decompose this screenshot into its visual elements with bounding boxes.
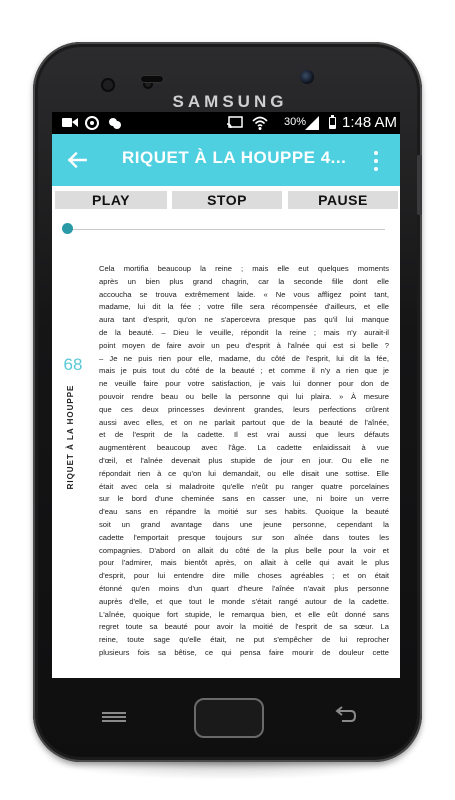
playback-controls (52, 191, 400, 209)
battery-percent: 30% (284, 116, 307, 128)
text-line: étonné qu'en moins d'un quart d'heure l'aînée n'avait plus personne (99, 583, 389, 593)
status-bar (52, 112, 400, 134)
app-toolbar (52, 134, 400, 186)
text-line: soit un grand avantage dans une jeune personne, cependant la (99, 519, 389, 529)
wifi-icon (252, 115, 268, 131)
proximity-sensor (101, 78, 115, 92)
text-line: répondait rien à ce qu'on lui demandait, ou elle disait une sottise. Elle (99, 468, 389, 478)
text-line: sur le bord d'une cheminée sans en casser une, ni boire un verre (99, 494, 389, 504)
text-line: d'esprit, pour lui entendre dire mille choses agréables ; et on était (99, 571, 389, 581)
video-camera-icon (62, 117, 78, 128)
text-line: mais je puis tout du côté de la beauté ; et comme il n'y a rien que je (99, 366, 389, 376)
text-line: – Je ne puis rien pour elle, madame, du côté de l'esprit, lui dit la fée, (99, 353, 389, 363)
signal-icon (305, 116, 319, 130)
clock: 1:48 AM (342, 114, 398, 131)
overflow-menu-icon[interactable] (370, 149, 382, 173)
text-line: et de l'esprit de la cadette. Il est vrai aussi que leurs défauts (99, 430, 389, 440)
text-line: augmentèrent beaucoup avec l'âge. La cadette enlaidissait à vue (99, 443, 389, 453)
text-line: madame, lui dit la fée ; votre fille sera récompensée d'ailleurs, et elle (99, 302, 389, 312)
home-button[interactable] (194, 698, 264, 738)
text-line: d'eau sans en répandre la moitié sur ses habits. Quoique la beauté (99, 507, 389, 517)
menu-key-icon[interactable] (102, 710, 126, 726)
text-line: plusieurs fois sa bêtise, ce qui pensa faire mourir de douleur cette (99, 647, 389, 657)
pause-button[interactable]: PAUSE (288, 191, 398, 209)
screen (52, 112, 400, 678)
sync-icon (84, 115, 100, 131)
text-line: pour l'admirer, mais bientôt après, on allait à celle qui avait le plus (99, 558, 389, 568)
text-line: auprès d'elle, et que tout le monde s'était rangé autour de la cadette. (99, 596, 389, 606)
earpiece (140, 75, 164, 83)
book-text[interactable] (99, 263, 389, 660)
back-key-icon[interactable] (334, 706, 358, 726)
text-line: reine, toute sage qu'elle était, ne put s'empêcher de lui reprocher (99, 635, 389, 645)
chapter-side-title: RIQUET À LA HOUPPE (66, 384, 75, 490)
text-line: après un bien plus grand chagrin, car la seconde fille dont elle (99, 276, 389, 286)
play-button[interactable]: PLAY (55, 191, 167, 209)
text-line: compagnies. D'abord on allait du côté de la plus belle pour la voir et (99, 545, 389, 555)
page-number: 68 (63, 355, 83, 374)
battery-icon (329, 117, 336, 129)
book-title: RIQUET À LA HOUPPE 4... (122, 148, 347, 167)
text-line: de la beauté. – Dieu le veuille, répondit la reine ; mais n'y aurait-il (99, 327, 389, 337)
text-line: cadette l'emportait presque toujours sur son aînée dans toutes les (99, 532, 389, 542)
text-line: accoucha se trouva extrêmement laide. « Ne vous affligez point tant, (99, 289, 389, 299)
text-line: aura tant d'esprit, qu'on ne s'apercevra presque pas qu'il lui manque (99, 315, 389, 325)
back-arrow-icon[interactable] (64, 147, 90, 173)
weather-icon (107, 115, 123, 131)
text-line: était avec cela si maladroite qu'elle n'eût pu ranger quatre porcelaines (99, 481, 389, 491)
seekbar-track[interactable] (67, 229, 385, 230)
text-line: d'œil, et l'aînée devenait plus stupide de jour en jour. Ou elle ne (99, 455, 389, 465)
cast-icon (227, 116, 243, 130)
text-line: point moyen de faire avoir un peu d'esprit à l'aînée qui est si belle ? (99, 340, 389, 350)
text-line: que ces deux princesses devinrent grandes, leurs perfections crûrent (99, 404, 389, 414)
volume-button[interactable] (417, 155, 422, 215)
seekbar-thumb[interactable] (62, 223, 73, 234)
brand-logo: SAMSUNG (172, 92, 288, 111)
stop-button[interactable]: STOP (172, 191, 282, 209)
text-line: aussi avec elles, et on ne parlait partout que de la beauté de l'aînée, (99, 417, 389, 427)
front-camera (300, 70, 314, 84)
text-line: Cela mortifia beaucoup la reine ; mais elle eut quelques moments (99, 264, 389, 273)
text-line: L'aînée, quoique fort stupide, le remarqua bien, et elle eût donné sans (99, 609, 389, 619)
text-line: pouvoir rendre beau ou belle la personne qui lui plaira. » À mesure (99, 391, 389, 401)
text-line: regret toute sa beauté pour avoir la moitié de l'esprit de sa sœur. La (99, 622, 389, 632)
text-line: ne veuille faire pour votre satisfaction, je vais lui donner pour don de (99, 379, 389, 389)
